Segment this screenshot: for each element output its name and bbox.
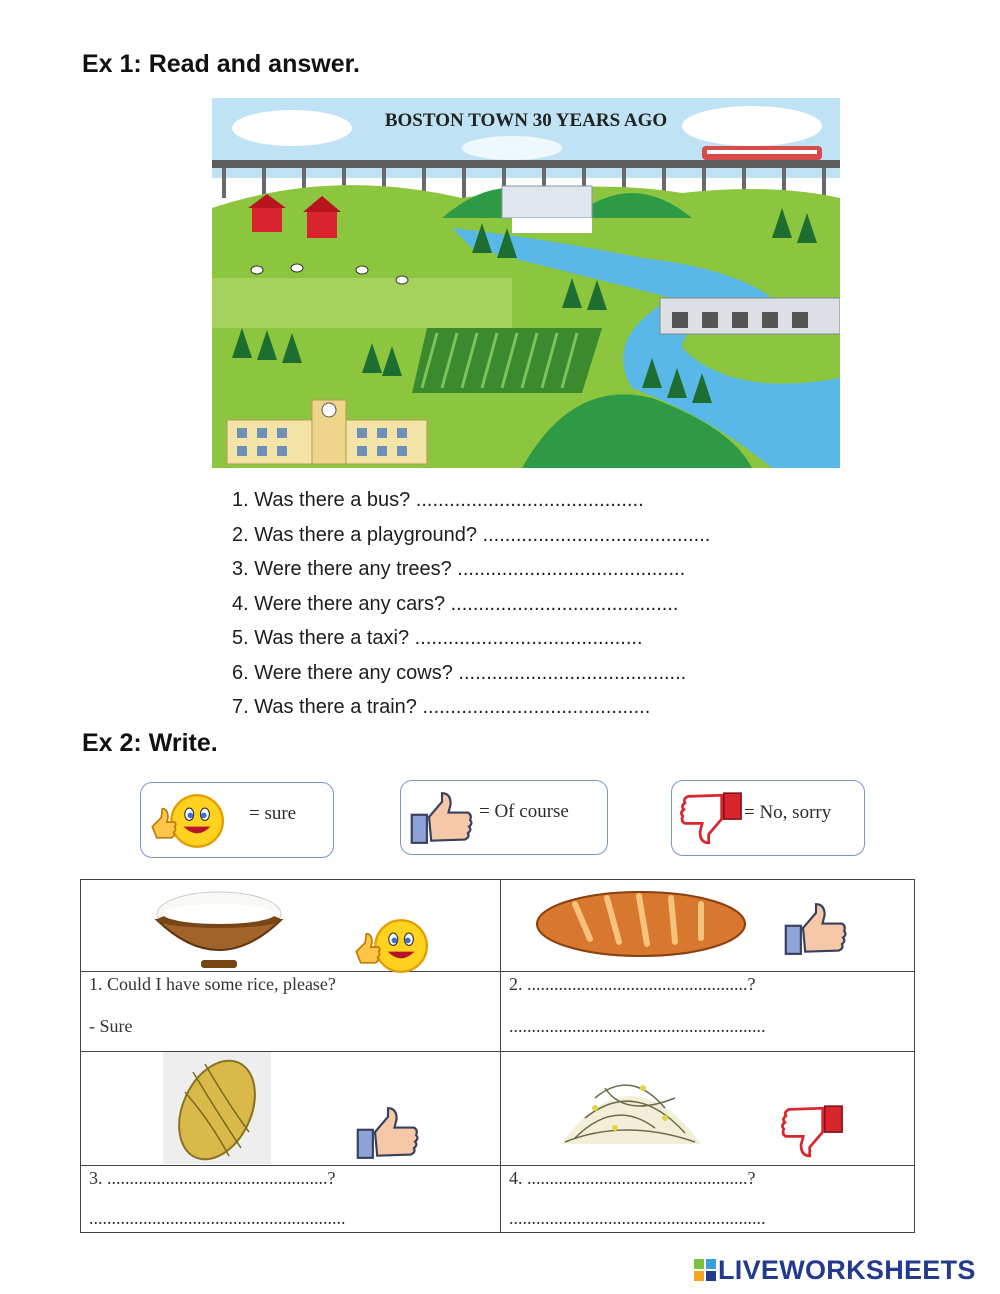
- boston-town-picture: [212, 98, 840, 468]
- exercise-table: [80, 879, 915, 1233]
- thumbs-up-icon: [409, 791, 475, 845]
- table-row: [81, 880, 915, 972]
- thumbs-down-icon: [781, 1104, 847, 1158]
- noodles-image: [555, 1058, 707, 1150]
- answer-2-question[interactable]: 2. .................................................?: [509, 974, 756, 994]
- logo-mark-icon: [694, 1259, 716, 1281]
- answer-3-question[interactable]: 3. .................................................?: [89, 1168, 336, 1188]
- question-1[interactable]: 1. Was there a bus? .........................................: [232, 489, 644, 511]
- question-7[interactable]: 7. Was there a train? .........................................: [232, 696, 651, 718]
- ex2-heading: Ex 2: Write.: [82, 729, 218, 757]
- answer-2-reply[interactable]: .........................................................: [509, 1016, 766, 1036]
- bread-image: [535, 884, 747, 962]
- question-5[interactable]: 5. Was there a taxi? .........................................: [232, 627, 643, 649]
- question-2[interactable]: 2. Was there a playground? .........................................: [232, 523, 711, 546]
- question-list: [232, 486, 710, 728]
- legend-no-sorry: [671, 780, 865, 856]
- melon-image: [163, 1052, 271, 1164]
- smiley-thumbs-up-icon: [351, 918, 431, 974]
- smiley-thumbs-up-icon: [147, 793, 227, 849]
- legend-sure: [140, 782, 334, 858]
- noodles-picture-cell: [501, 1052, 915, 1166]
- answer-4-question[interactable]: 4. .................................................?: [509, 1168, 756, 1188]
- logo-text: LIVEWORKSHEETS: [718, 1255, 976, 1285]
- question-6[interactable]: 6. Were there any cows? .........................................: [232, 661, 687, 684]
- thumbs-up-icon: [355, 1106, 421, 1160]
- legend-of-course-text: = Of course: [479, 801, 569, 822]
- rice-picture-cell: [81, 880, 501, 972]
- answer-cell-3: [81, 1166, 501, 1233]
- question-4[interactable]: 4. Were there any cars? .........................................: [232, 592, 679, 615]
- legend-of-course: [400, 780, 608, 855]
- question-3[interactable]: 3. Were there any trees? .........................................: [232, 558, 686, 580]
- bread-picture-cell: [501, 880, 915, 972]
- ex1-heading: Ex 1: Read and answer.: [82, 50, 360, 78]
- table-row: [81, 972, 915, 1052]
- answer-1-question: 1. Could I have some rice, please?: [89, 974, 336, 994]
- answer-cell-2: [501, 972, 915, 1052]
- thumbs-up-icon: [783, 902, 849, 956]
- thumbs-down-icon: [680, 791, 746, 845]
- table-row: [81, 1052, 915, 1166]
- answer-3-reply[interactable]: .........................................................: [89, 1208, 346, 1228]
- rice-bowl-image: [149, 884, 289, 972]
- melon-picture-cell: [81, 1052, 501, 1166]
- answer-cell-1: [81, 972, 501, 1052]
- table-row: [81, 1166, 915, 1233]
- answer-4-reply[interactable]: .........................................................: [509, 1208, 766, 1228]
- legend-sure-text: = sure: [249, 803, 297, 824]
- legend-no-sorry-text: = No, sorry: [744, 802, 832, 823]
- picture-title: BOSTON TOWN 30 YEARS AGO: [384, 110, 668, 131]
- answer-cell-4: [501, 1166, 915, 1233]
- liveworksheets-logo[interactable]: [694, 1255, 976, 1286]
- answer-1-reply: - Sure: [89, 1016, 133, 1036]
